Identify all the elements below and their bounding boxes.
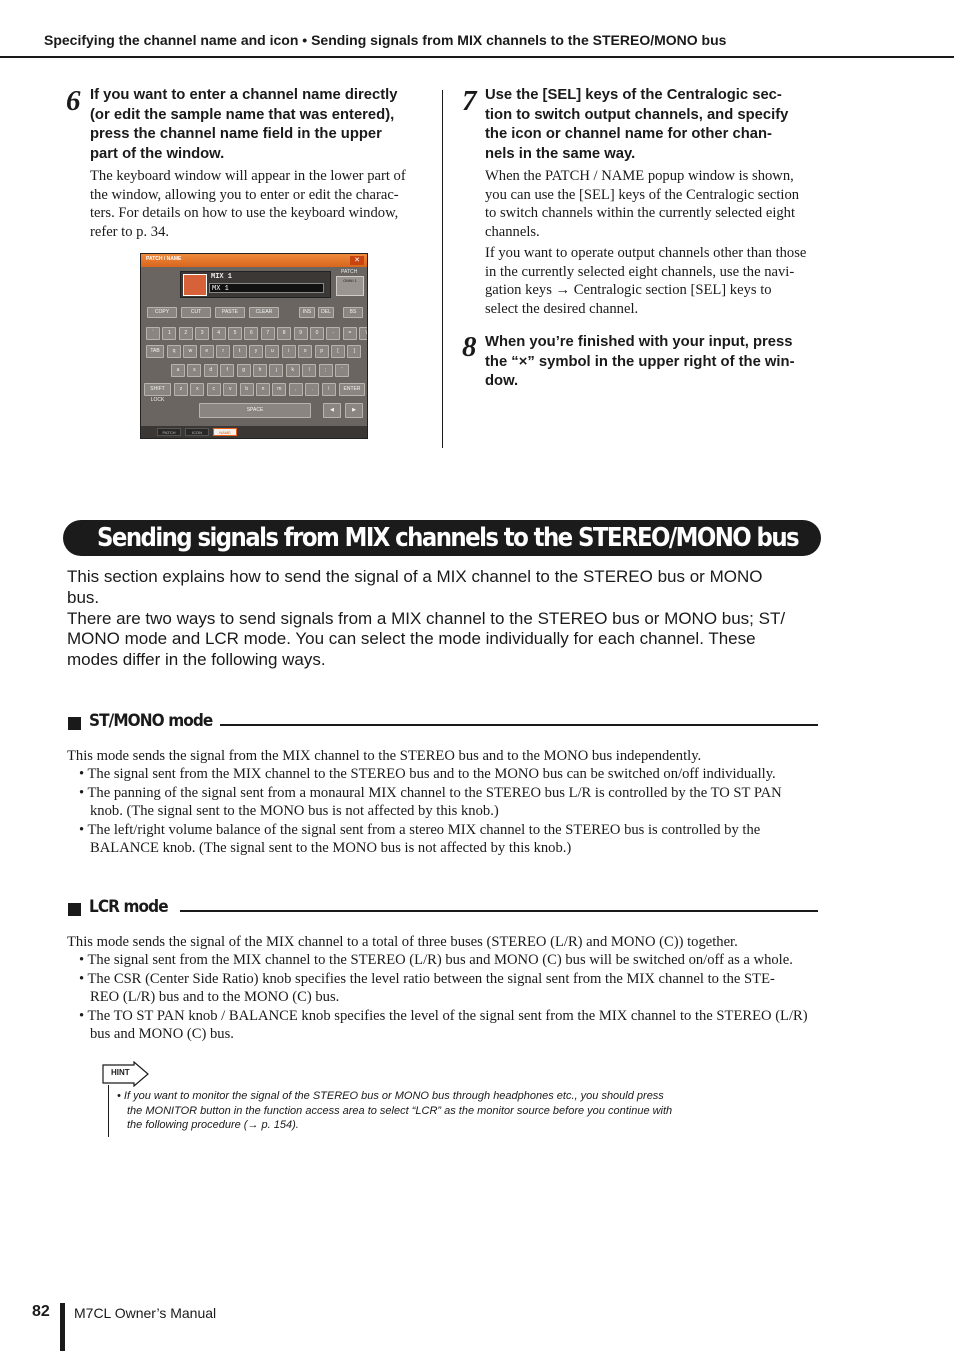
- key-row2-6[interactable]: u: [265, 345, 279, 358]
- key-row4-9[interactable]: /: [322, 383, 336, 396]
- key-row4-1[interactable]: x: [190, 383, 204, 396]
- tab-key[interactable]: TAB: [146, 345, 164, 358]
- tab-icon[interactable]: ICON: [185, 428, 209, 436]
- window-title: PATCH / NAME: [146, 256, 182, 262]
- key-row3-5[interactable]: h: [253, 364, 267, 377]
- step-7-body-2: If you want to operate output channels other than those in the currently selected eight channels, use the navi- gation keys → Centralogic section [SEL] keys to select the desired channel.: [485, 245, 807, 317]
- patch-label: PATCH: [341, 269, 358, 275]
- key-1[interactable]: 1: [162, 327, 176, 340]
- lcr-bullet-2-cont: REO (L/R) bus and to the MONO (C) bus.: [90, 989, 340, 1005]
- stmono-bullet-2-cont: knob. (The signal sent to the MONO bus is not affected by this knob.): [90, 803, 499, 819]
- key-row3-2[interactable]: d: [204, 364, 218, 377]
- key-row3-4[interactable]: g: [237, 364, 251, 377]
- arrow-right-key[interactable]: ▶: [345, 403, 363, 418]
- key-row3-1[interactable]: s: [187, 364, 201, 377]
- key-13[interactable]: \: [359, 327, 368, 340]
- page-number: 82: [32, 1303, 50, 1320]
- column-divider: [442, 90, 443, 448]
- close-icon[interactable]: ✕: [350, 256, 364, 265]
- key-11[interactable]: -: [326, 327, 340, 340]
- key-5[interactable]: 5: [228, 327, 242, 340]
- paste-key[interactable]: PASTE: [215, 307, 245, 318]
- key-row4-5[interactable]: n: [256, 383, 270, 396]
- key-row3-9[interactable]: ;: [319, 364, 333, 377]
- lcr-rule: [180, 910, 818, 912]
- key-row4-8[interactable]: .: [305, 383, 319, 396]
- key-row2-1[interactable]: w: [183, 345, 197, 358]
- key-row4-2[interactable]: c: [207, 383, 221, 396]
- running-header: Specifying the channel name and icon • Sending signals from MIX channels to the STEREO/MONO bus: [44, 32, 727, 48]
- lcr-intro: This mode sends the signal of the MIX channel to a total of three buses (STEREO (L/R) and MONO (C)) together.: [67, 934, 738, 950]
- lcr-bullet-1: • The signal sent from the MIX channel to the STEREO (L/R) bus and MONO (C) bus will be switched on/off as a whole.: [79, 952, 793, 968]
- key-row2-11[interactable]: ]: [347, 345, 361, 358]
- step-7-heading: Use the [SEL] keys of the Centralogic sec- tion to switch output channels, and specify the icon or channel name for other chan- nels in the same way.: [485, 87, 789, 162]
- key-row2-0[interactable]: q: [167, 345, 181, 358]
- section-intro: This section explains how to send the signal of a MIX channel to the STEREO bus or MONO bus. There are two ways to send signals from a MIX channel to the STEREO bus or MONO bus; ST/ MONO mode and LCR mode. You can select the mode individually for each channel. These modes differ in the following ways.: [67, 567, 786, 670]
- hint-label: HINT: [111, 1068, 130, 1077]
- cut-key[interactable]: CUT: [181, 307, 211, 318]
- lcr-bullet-3: • The TO ST PAN knob / BALANCE knob specifies the level of the signal sent from the MIX channel to the STEREO (L/R): [79, 1008, 808, 1024]
- step-7-number: 7: [462, 85, 477, 117]
- key-row2-10[interactable]: [: [331, 345, 345, 358]
- key-2[interactable]: 2: [179, 327, 193, 340]
- del-key[interactable]: DEL: [318, 307, 334, 318]
- lcr-bullet-3-cont: bus and MONO (C) bus.: [90, 1026, 234, 1042]
- key-row4-4[interactable]: b: [240, 383, 254, 396]
- stmono-title: ST/MONO mode: [89, 711, 213, 731]
- lcr-title: LCR mode: [89, 897, 168, 917]
- lcr-bullet-2: • The CSR (Center Side Ratio) knob specifies the level ratio between the signal sent from the MIX channel to the STE-: [79, 971, 775, 987]
- hint-line-2: the MONITOR button in the function access area to select “LCR” as the monitor source before you continue with: [127, 1105, 673, 1117]
- enter-key[interactable]: ENTER: [339, 383, 365, 396]
- key-row2-3[interactable]: r: [216, 345, 230, 358]
- key-3[interactable]: 3: [195, 327, 209, 340]
- stmono-intro: This mode sends the signal from the MIX channel to the STEREO bus and to the MONO bus independently.: [67, 748, 702, 764]
- sample-name: MIX 1: [211, 273, 233, 281]
- footer-bar: [60, 1303, 65, 1351]
- key-row2-5[interactable]: y: [249, 345, 263, 358]
- key-10[interactable]: 0: [310, 327, 324, 340]
- key-row3-10[interactable]: ': [335, 364, 349, 377]
- key-row3-8[interactable]: l: [302, 364, 316, 377]
- key-row2-4[interactable]: t: [233, 345, 247, 358]
- key-row4-0[interactable]: z: [174, 383, 188, 396]
- arrow-left-key[interactable]: ◀: [323, 403, 341, 418]
- channel-icon[interactable]: [183, 274, 207, 296]
- clear-key[interactable]: CLEAR: [249, 307, 279, 318]
- key-row3-0[interactable]: a: [171, 364, 185, 377]
- copy-key[interactable]: COPY: [147, 307, 177, 318]
- step-6-number: 6: [66, 85, 81, 117]
- key-row4-7[interactable]: ,: [289, 383, 303, 396]
- hint-line-3: the following procedure (→ p. 154).: [127, 1119, 299, 1131]
- tab-patch[interactable]: PATCH: [157, 428, 181, 436]
- key-row4-6[interactable]: m: [272, 383, 286, 396]
- step-7-body-1: When the PATCH / NAME popup window is shown, you can use the [SEL] keys of the Centralogic section to switch channels within the currently selected eight channels.: [485, 168, 800, 240]
- space-key[interactable]: SPACE: [199, 403, 311, 418]
- channel-name-field[interactable]: MX 1: [209, 283, 324, 293]
- key-row4-3[interactable]: v: [223, 383, 237, 396]
- key-row2-2[interactable]: e: [200, 345, 214, 358]
- key-row3-7[interactable]: k: [286, 364, 300, 377]
- bs-key[interactable]: BS: [343, 307, 363, 318]
- stmono-bullet-3: • The left/right volume balance of the signal sent from a stereo MIX channel to the STEREO bus is controlled by the: [79, 822, 761, 838]
- step-6-body: The keyboard window will appear in the lower part of the window, allowing you to enter or edit the charac- ters. For details on how to use the keyboard window, refer to p. 34.: [90, 168, 406, 240]
- footer-manual-title: M7CL Owner’s Manual: [74, 1305, 217, 1321]
- step-8-number: 8: [462, 331, 477, 363]
- key-7[interactable]: 7: [261, 327, 275, 340]
- shift-lock-key[interactable]: SHIFT LOCK: [144, 383, 171, 396]
- key-9[interactable]: 9: [294, 327, 308, 340]
- patch-name-window: [140, 253, 368, 439]
- key-0[interactable]: `: [146, 327, 160, 340]
- stmono-bullet-2: • The panning of the signal sent from a monaural MIX channel to the STEREO bus L/R is controlled by the TO ST PAN: [79, 785, 782, 801]
- key-row2-7[interactable]: i: [282, 345, 296, 358]
- key-row2-9[interactable]: p: [315, 345, 329, 358]
- hint-rule: [108, 1085, 109, 1137]
- key-row2-8[interactable]: o: [298, 345, 312, 358]
- stmono-rule: [220, 724, 818, 726]
- key-row3-6[interactable]: j: [269, 364, 283, 377]
- key-12[interactable]: =: [343, 327, 357, 340]
- ins-key[interactable]: INS: [299, 307, 315, 318]
- header-rule: [0, 56, 954, 58]
- patch-button[interactable]: OMNI 1: [336, 276, 364, 296]
- step-6-heading: If you want to enter a channel name directly (or edit the sample name that was entered), press the channel name field in the upper part of the window.: [90, 87, 398, 162]
- hint-line-1: • If you want to monitor the signal of the STEREO bus or MONO bus through headphones etc., you should press: [117, 1090, 664, 1102]
- stmono-bullet-1: • The signal sent from the MIX channel to the STEREO bus and to the MONO bus can be switched on/off individually.: [79, 766, 776, 782]
- key-6[interactable]: 6: [244, 327, 258, 340]
- stmono-bullet-3-cont: BALANCE knob. (The signal sent to the MONO bus is not affected by this knob.): [90, 840, 572, 856]
- section-title: Sending signals from MIX channels to the STEREO/MONO bus: [97, 523, 799, 553]
- lcr-bullet-square: [68, 903, 81, 916]
- tab-name[interactable]: NAME: [213, 428, 237, 436]
- key-4[interactable]: 4: [212, 327, 226, 340]
- key-row3-3[interactable]: f: [220, 364, 234, 377]
- stmono-bullet-square: [68, 717, 81, 730]
- step-8-heading: When you’re finished with your input, press the “×” symbol in the upper right of the win- dow.: [485, 334, 795, 389]
- key-8[interactable]: 8: [277, 327, 291, 340]
